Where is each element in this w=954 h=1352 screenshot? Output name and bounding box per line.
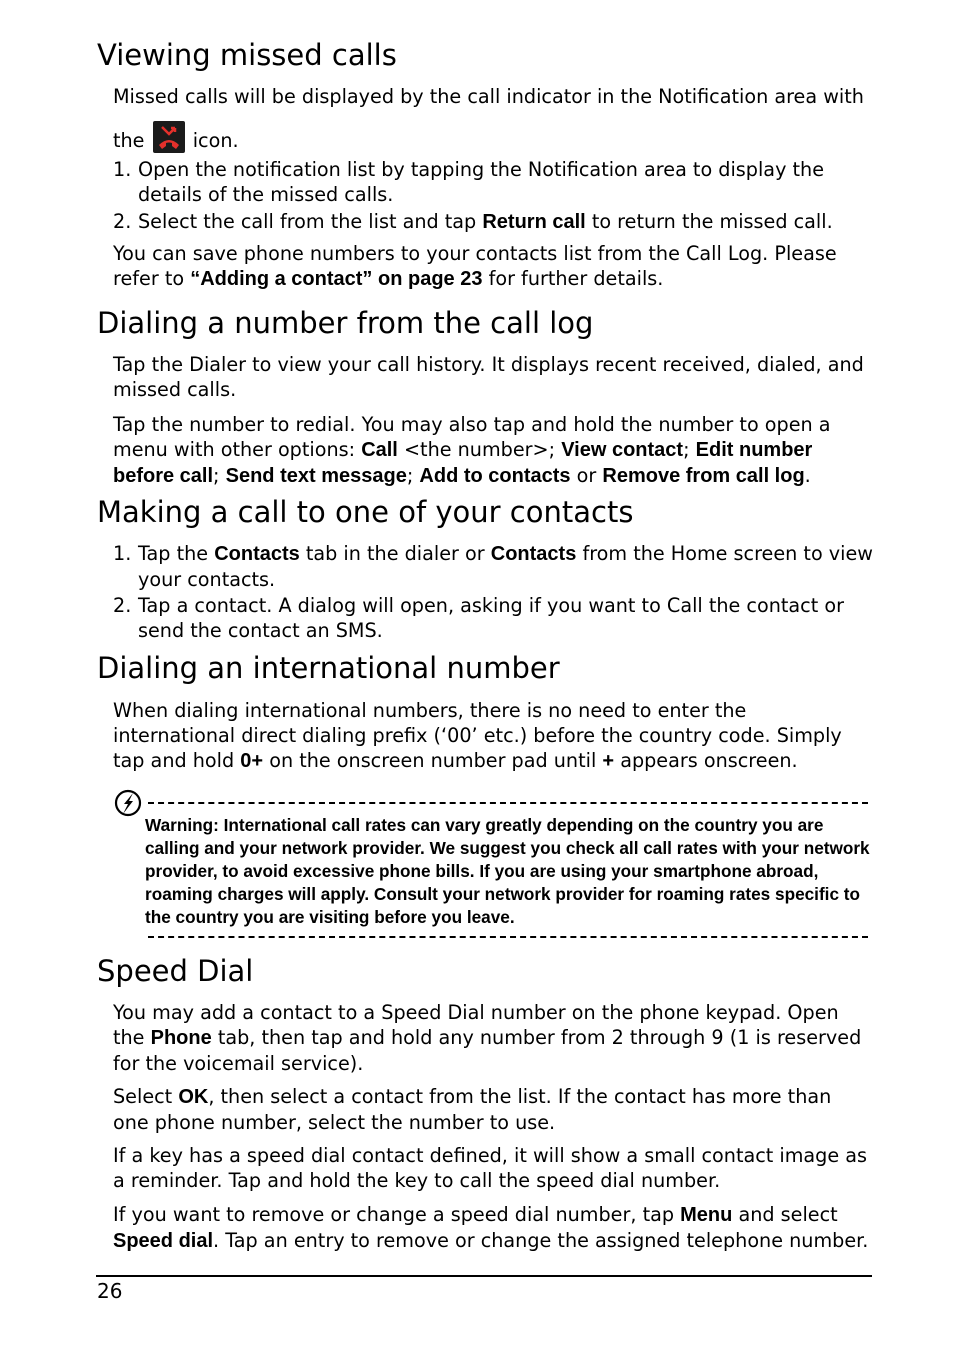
missed-step-2 bbox=[113, 209, 873, 235]
speed-dial-paragraph-3: If a key has a speed dial contact defined, it will show a small contact image as a reminder. Tap and hold the key to call the speed dial number. bbox=[113, 1144, 868, 1192]
missed-call-icon bbox=[153, 121, 185, 153]
heading-speed-dial: Speed Dial bbox=[97, 954, 254, 988]
return-call-label: Return call bbox=[482, 211, 586, 233]
intro-the: the bbox=[113, 129, 145, 152]
international-paragraph: When dialing international numbers, there is no need to enter the international direct dialing prefix (‘00’ etc.) before the country code. Simply tap and hold 0+ on the onscreen number pad until + appears onscreen. bbox=[113, 699, 842, 772]
warning-top-divider bbox=[148, 802, 868, 804]
missed-calls-intro bbox=[113, 84, 873, 153]
intro-line1: Missed calls will be displayed by the call indicator in the Notification area with bbox=[113, 85, 864, 108]
speed-dial-paragraph-2: Select OK, then select a contact from the list. If the contact has more than one phone number, select the number to use. bbox=[113, 1085, 832, 1134]
page-number: 26 bbox=[97, 1279, 123, 1303]
call-log-paragraph-2: Tap the number to redial. You may also tap and hold the number to open a menu with other options: Call <the number>; View contact; Edit number before call; Send text message; Add to contacts or Remove from call log. bbox=[113, 413, 831, 487]
heading-dialing-from-call-log: Dialing a number from the call log bbox=[97, 306, 594, 340]
heading-viewing-missed-calls: Viewing missed calls bbox=[97, 38, 397, 72]
contacts-step-2: 2. Tap a contact. A dialog will open, asking if you want to Call the contact or send the contact an SMS. bbox=[113, 594, 844, 642]
call-log-paragraph-1: Tap the Dialer to view your call history. It displays recent received, dialed, and missed calls. bbox=[113, 353, 864, 401]
contacts-step-1: 1. Tap the Contacts tab in the dialer or Contacts from the Home screen to view your contacts. bbox=[113, 542, 873, 591]
missed-step-1 bbox=[113, 157, 873, 207]
step-number: 1. bbox=[113, 158, 132, 181]
speed-dial-paragraph-4: If you want to remove or change a speed dial number, tap Menu and select Speed dial. Tap an entry to remove or change the assigned telephone number. bbox=[113, 1203, 869, 1252]
footer-rule bbox=[96, 1275, 872, 1277]
heading-making-call-to-contacts: Making a call to one of your contacts bbox=[97, 495, 634, 529]
intro-icon-word: icon. bbox=[192, 129, 239, 152]
save-numbers-paragraph: You can save phone numbers to your contacts list from the Call Log. Please refer to “Adding a contact” on page 23 for further details. bbox=[113, 242, 837, 290]
step-text: Select the call from the list and tap Return call to return the missed call. bbox=[138, 210, 833, 233]
warning-text: Warning: International call rates can vary greatly depending on the country you are calling and your network provider. We suggest you check all call rates with your network provider, to avoid excessive phone bills. If you are using your smartphone abroad, roaming charges will apply. Consult your network provider for roaming rates specific to the country you are visiting before you leave. bbox=[145, 815, 870, 927]
step-number: 2. bbox=[113, 210, 132, 233]
step-text: Open the notification list by tapping the Notification area to display the details of the missed calls. bbox=[138, 158, 825, 206]
cross-reference-link: “Adding a contact” on page 23 bbox=[190, 268, 483, 290]
warning-bottom-divider bbox=[148, 936, 868, 938]
heading-dialing-international: Dialing an international number bbox=[97, 651, 560, 685]
warning-lightning-icon bbox=[114, 789, 144, 823]
speed-dial-paragraph-1: You may add a contact to a Speed Dial number on the phone keypad. Open the Phone tab, then tap and hold any number from 2 through 9 (1 is reserved for the voicemail service). bbox=[113, 1001, 862, 1075]
